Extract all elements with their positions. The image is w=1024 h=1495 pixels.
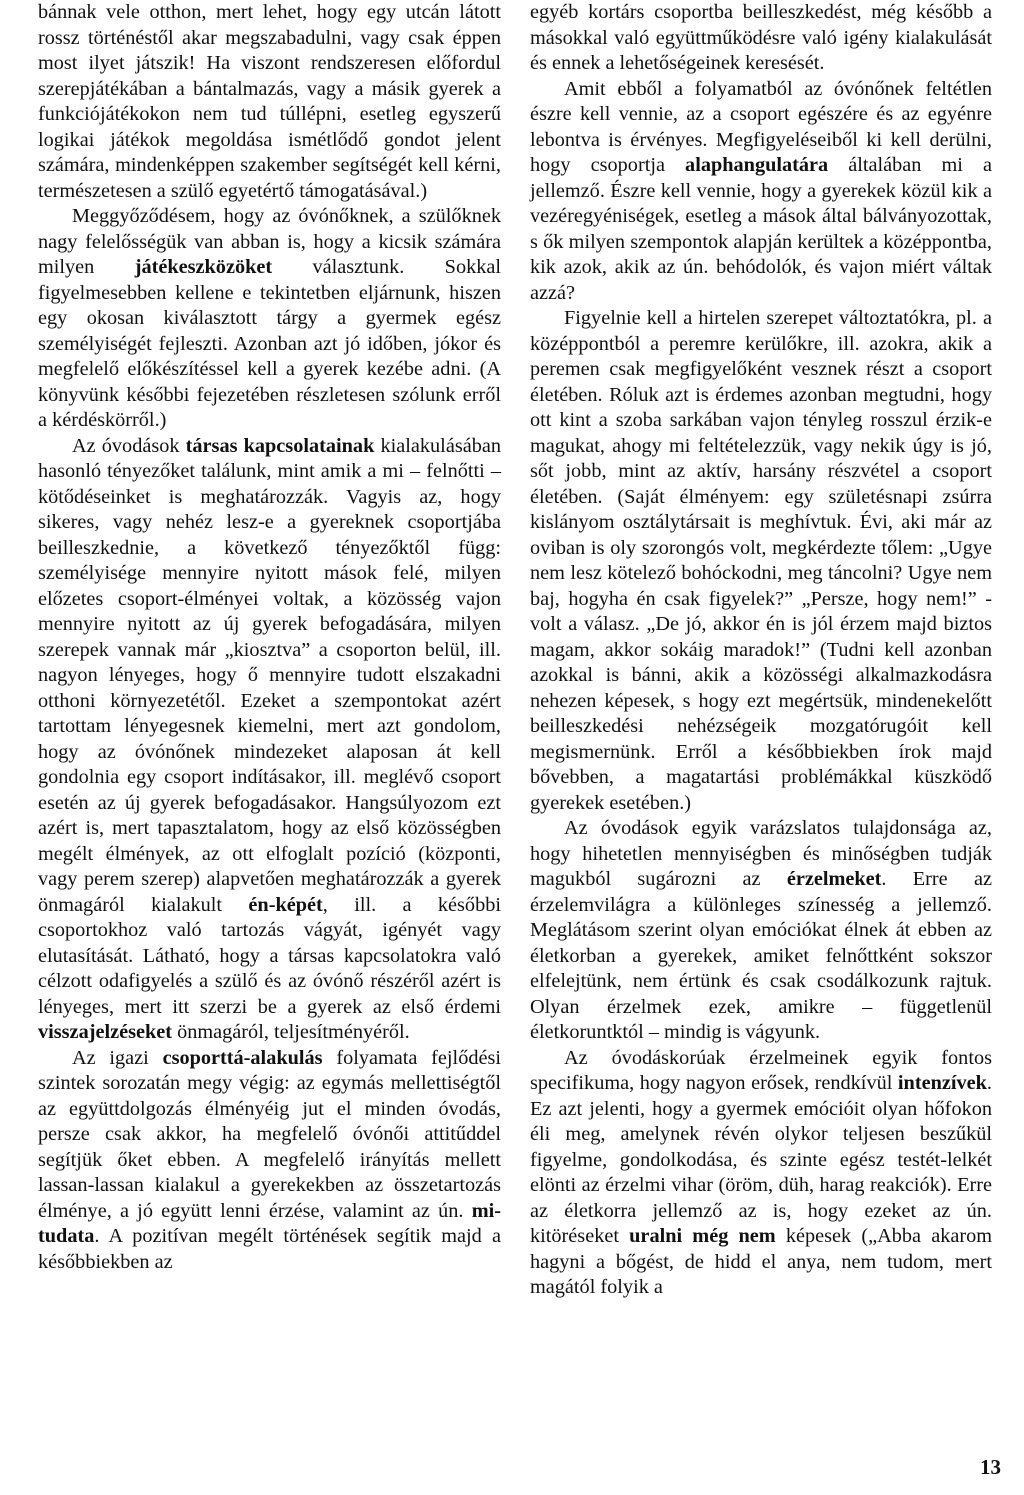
- paragraph-right-5: Az óvodáskorúak érzelmeinek egyik fontos specifikuma, hogy nagyon erősek, rendkívül intenzívek. Ez azt jelenti, hogy a gyermek emócióit olyan hőfokon éli meg, amelynek révén olykor teljesen beszűkül figyelme, gondolkodása, és szinte egész testét-lelkét elönti az érzelmi vihar (öröm, düh, harag reakciók). Erre az életkorra jellemző az is, hogy ezeket az ún. kitöréseket uralni még nem képesek („Abba akarom hagyni a bőgést, de hidd el anya, nem tudom, mert magától folyik a: [530, 1046, 993, 1298]
- emphasis-alaphangulatara: alaphangulatára: [685, 154, 829, 176]
- emphasis-erzelmeket: érzelmeket: [786, 868, 882, 890]
- emphasis-uralni-meg-nem: uralni még nem: [629, 1225, 776, 1247]
- emphasis-visszajelzeseket: visszajelzéseket: [38, 1021, 173, 1043]
- emphasis-jatekeszkozok: játékeszközöket: [134, 256, 273, 278]
- left-column: [38, 0, 501, 1275]
- right-column: [530, 0, 992, 1301]
- paragraph-left-2: Meggyőződésem, hogy az óvónőknek, a szülőknek nagy felelősségük van abban is, hogy a kicsik számára milyen játékeszközöket választunk. Sokkal figyelmesebben kellene e tekintetben eljárnunk, hiszen egy okosan kiválasztott tárgy a gyermek egész személyiségét fejleszti. Azonban azt jó időben, jókor és megfelelő előkészítéssel kell a gyerek kezébe adni. (A könyvünk későbbi fejezetében részletesen szólunk erről a kérdéskörről.): [38, 205, 502, 431]
- paragraph-right-2: Amit ebből a folyamatból az óvónőnek feltétlen észre kell vennie, az a csoport egészére és az egyénre lebontva is érvényes. Megfigyeléseiből ki kell derülni, hogy csoportja alaphangulatára általában mi a jellemző. Észre kell vennie, hogy a gyerekek közül kik a vezéregyéniségek, esetleg a mások által bálványozottak, s ők milyen szempontok alapján kerültek a középpontba, kik azok, akik az ún. behódolók, és vajon miért váltak azzá?: [530, 77, 992, 304]
- emphasis-en-kepet: én-képét: [248, 893, 323, 916]
- emphasis-csoportta-alakulas: csoporttá-alakulás: [162, 1046, 323, 1069]
- paragraph-left-4: Az igazi csoporttá-alakulás folyamata fejlődési szintek sorozatán megy végig: az egymás mellettiségtől az együttdolgozás élményéig jut el minden óvodás, persze csak akkor, ha megfelelő óvónői attitűddel segítjük őket ebben. A megfelelő irányítás mellett lassan-lassan kialakul a gyerekekben az összetartozás élménye, a jó együtt lenni érzése, valamint az ún. mi-tudata. A pozitívan megélt történések segítik majd a későbbiekben az: [38, 1046, 501, 1273]
- paragraph-right-1: egyéb kortárs csoportba beilleszkedést, még később a másokkal való együttműködésre való igény kialakulását és ennek a lehetőségeinek keresését.: [530, 1, 992, 74]
- paragraph-left-1: bánnak vele otthon, mert lehet, hogy egy utcán látott rossz történéstől akar megszabadulni, vagy csak éppen most ilyet játszik! Ha viszont rendszeresen előfordul szerepjátékában a bántalmazás, vagy a másik gyerek a funkciójátékokon nem tud túllépni, esetleg egyszerű logikai játékok megoldása ismétlődő gondot jelent számára, mindenképpen szakember segítségét kell kérni, természetesen a szülő egyetértő támogatásával.): [38, 1, 501, 202]
- emphasis-intenzivek: intenzívek: [897, 1072, 987, 1094]
- paragraph-right-4: Az óvodások egyik varázslatos tulajdonsága az, hogy hihetetlen mennyiségben és minőségben tudják magukból sugározni az érzelmeket. Erre az érzelemvilágra a különleges színesség a jellemző. Meglátásom szerint olyan emóciókat élnek át ebben az életkorban a gyerekek, amiket felnőttként sokszor elfelejtünk, nem értünk és csak csodálkozunk rajtuk. Olyan érzelmek ezek, amikre – függetlenül életkoruntktól – mindig is vágyunk.: [530, 817, 992, 1043]
- emphasis-tarsas-kapcsolatainak: társas kapcsolatainak: [185, 434, 375, 457]
- paragraph-right-3: Figyelnie kell a hirtelen szerepet változtatókra, pl. a középpontból a peremre kerülőkre, ill. azokra, akik a peremen csak megfigyelőként vesznek részt a csoport életében. Róluk azt is érdemes azonban megtudni, hogy ott kint a szoba sarkában vajon tényleg rosszul érzik-e magukat, ahogy mi feltételezzük, vagy nekik úgy is jó, sőt jobb, mint az aktív, harsány részvétel a csoport életében. (Saját élményem: egy születésnapi zsúrra kislányom osztálytársait is meghívtuk. Évi, aki már az oviban is oly szorongós volt, megkérdezte tőlem: „Ugye nem lesz kötelező bohóckodni, meg táncolni? Ugye nem baj, hogyha én csak figyelek?” „Persze, hogy nem!” - volt a válasz. „De jó, akkor én is jól érzem majd biztos magam, akkor sokáig maradok!” (Tudni kell azonban azokkal is bánni, akik a közösségi alkalmazkodásra nehezen képesek, s hogy ezt megértsük, mindenekelőtt beilleszkedési nehézségeik mozgatórugóit kell megismernünk. Erről a későbbiekben írok majd bővebben, a magatartási problémákkal küszködő gyerekek esetében.): [530, 307, 992, 814]
- emphasis-mi-tudata: mi-tudata: [38, 1199, 501, 1247]
- paragraph-left-3: Az óvodások társas kapcsolatainak kialakulásában hasonló tényezőket találunk, mint amik a mi – felnőtti – kötődéseinket is meghatározzák. Vagyis az, hogy sikeres, vagy nehéz lesz-e a gyereknek csoportjába beilleszkednie, a következő tényezőktől függ: személyisége mennyire nyitott mások felé, milyen előzetes csoport-élményei voltak, a közösség vajon mennyire nyitott az új gyerek befogadására, milyen szerepek vannak már „kiosztva” a csoporton belül, ill. nagyon lényeges, hogy ő mennyire tudott elszakadni otthoni környezetétől. Ezeket a szempontokat azért tartottam lényegesnek kiemelni, mert azt gondolom, hogy az óvónőnek mindezeket alaposan át kell gondolnia egy csoport indításakor, ill. meglévő csoport esetén az új gyerek befogadásakor. Hangsúlyozom ezt azért is, mert tapasztalatom, hogy az első közösségben megélt élmények, az ott elfoglalt pozíció (központi, vagy perem szerep) alapvetően meghatározzák a gyerek önmagáról kialakult én-képét, ill. a későbbi csoportokhoz való tartozás vágyát, igényét vagy elutasítását. Látható, hogy a társas kapcsolatokra való célzott odafigyelés a szülő és az óvónő részéről azért is lényeges, mert itt szerzi be a gyerek az első érdemi visszajelzéseket önmagáról, teljesítményéről.: [38, 434, 501, 1043]
- page-number: 13: [980, 1455, 1001, 1479]
